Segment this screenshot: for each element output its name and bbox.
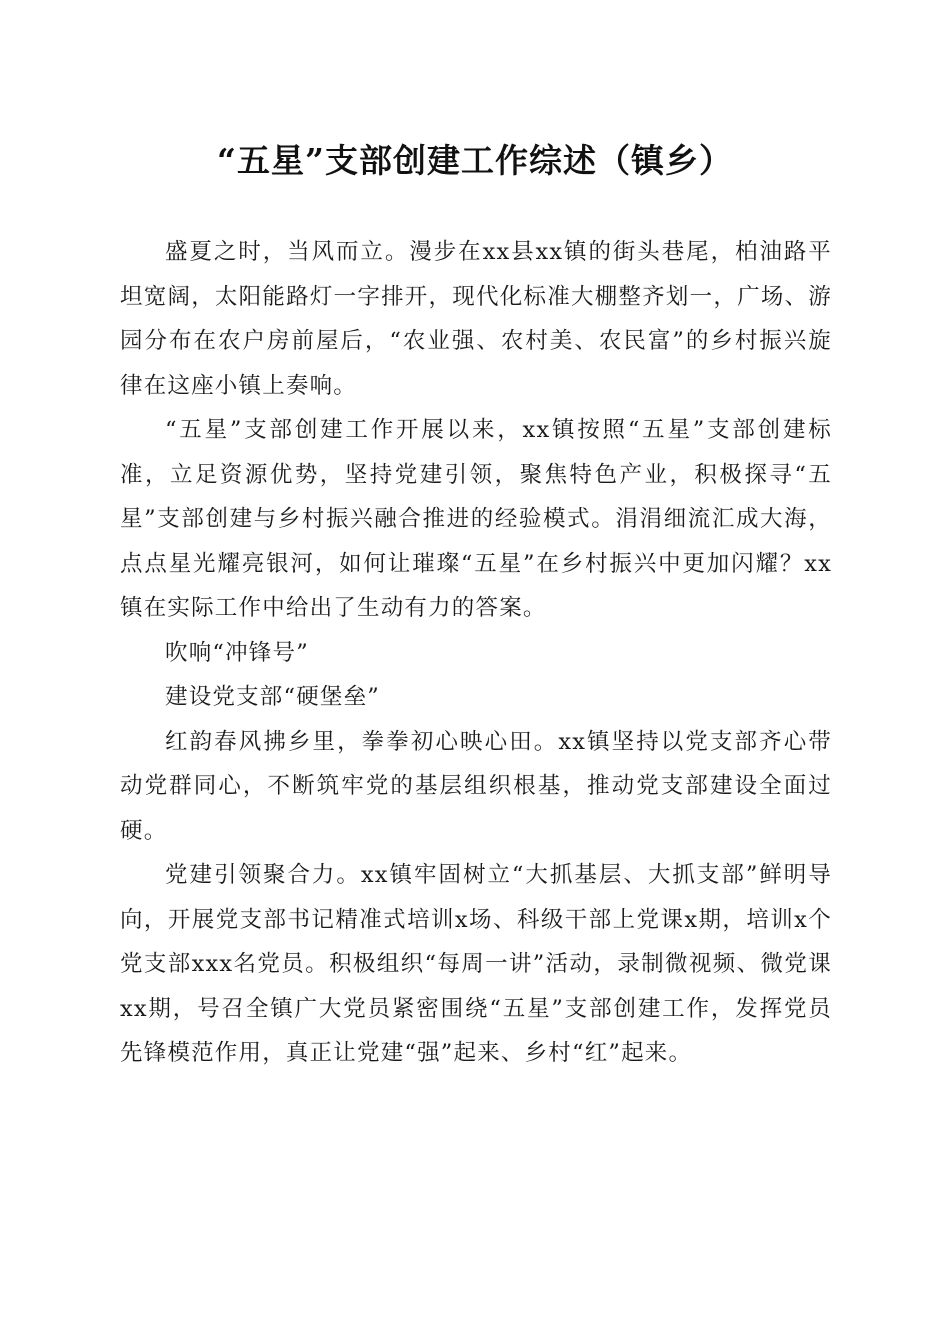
section-paragraph: 红韵春风拂乡里，拳拳初心映心田。xx镇坚持以党支部齐心带动党群同心，不断筑牢党的基层组织根基，推动党支部建设全面过硬。	[120, 728, 832, 844]
section-heading-main: 吹响“冲锋号”	[165, 639, 309, 666]
section-heading-sub: 建设党支部“硬堡垒”	[165, 684, 381, 710]
intro-paragraph: 盛夏之时，当风而立。漫步在xx县xx镇的街头巷尾，柏油路平坦宽阔，太阳能路灯一字排开，现代化标准大棚整齐划一，广场、游园分布在农户房前屋后，“农业强、农村美、农民富”的乡村振兴旋律在这座小镇上奏响。	[120, 239, 832, 399]
document-title: “五星”支部创建工作综述（镇乡）	[217, 141, 733, 180]
document-body	[120, 230, 832, 1076]
section-paragraph: 党建引领聚合力。xx镇牢固树立“大抓基层、大抓支部”鲜明导向，开展党支部书记精准式培训x场、科级干部上党课x期，培训x个党支部xxx名党员。积极组织“每周一讲”活动，录制微视频、微党课xx期，号召全镇广大党员紧密围绕“五星”支部创建工作，发挥党员先锋模范作用，真正让党建“强”起来、乡村“红”起来。	[120, 862, 832, 1066]
overview-paragraph: “五星”支部创建工作开展以来，xx镇按照“五星”支部创建标准，立足资源优势，坚持党建引领，聚焦特色产业，积极探寻“五星”支部创建与乡村振兴融合推进的经验模式。涓涓细流汇成大海，点点星光耀亮银河，如何让璀璨“五星”在乡村振兴中更加闪耀？xx镇在实际工作中给出了生动有力的答案。	[120, 417, 832, 621]
